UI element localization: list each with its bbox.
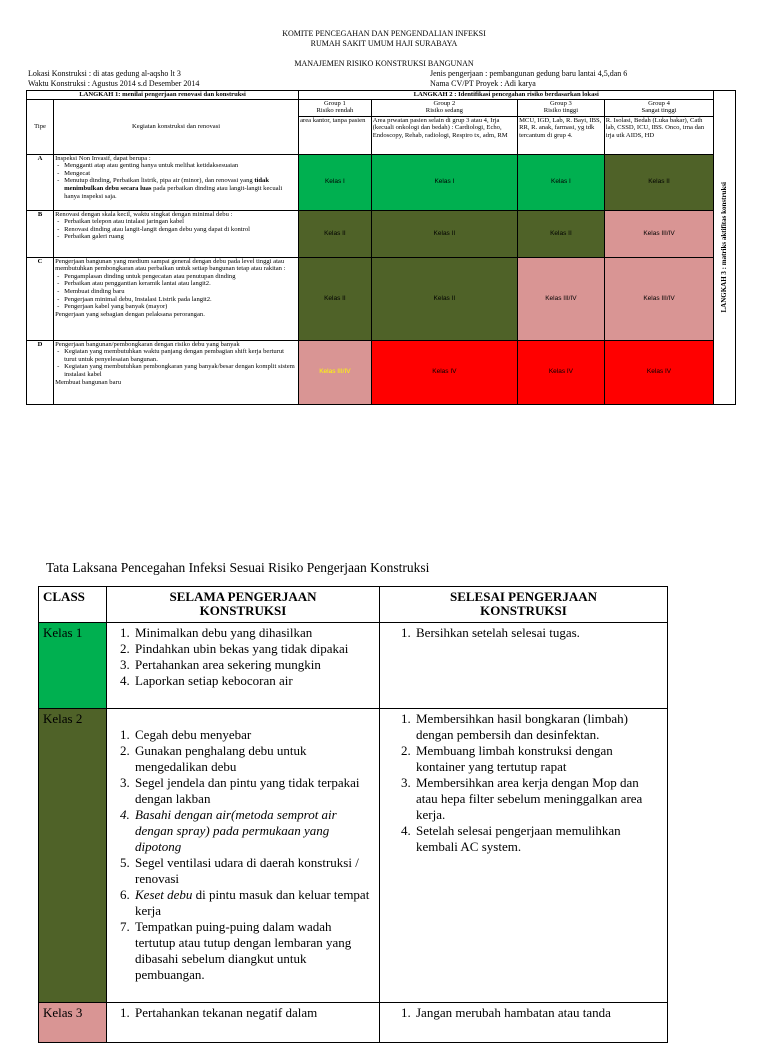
cell-c-group4: Kelas III/IV bbox=[604, 257, 714, 340]
tipe-header: Tipe bbox=[27, 99, 54, 154]
class-kelas-3: Kelas 3 bbox=[39, 1003, 107, 1043]
cell-b-group2: Kelas II bbox=[371, 210, 517, 257]
step1-header: LANGKAH 1: menilai pengerjaan renovasi dan konstruksi bbox=[27, 91, 299, 100]
tipe-b: B bbox=[27, 210, 54, 257]
cell-c-group3: Kelas III/IV bbox=[518, 257, 605, 340]
nama-proyek: Nama CV/PT Proyek : Adi karya bbox=[430, 79, 536, 88]
after-kelas-2: 1. Membersihkan hasil bongkaran (limbah) dengan pembersih dan desinfektan. 2. Membuang limbah konstruksi dengan kontainer yang tertutup rapat 3. Membersihkan area kerja dengan Mop dan atau hepa filter sebelum meninggalkan area kerja. 4. Setelah selesai pengerjaan memulihkan kembali AC system. bbox=[380, 709, 668, 1003]
cell-a-group1: Kelas I bbox=[299, 154, 372, 210]
cell-d-group1: Kelas III/IV bbox=[299, 340, 372, 404]
cell-a-group2: Kelas I bbox=[371, 154, 517, 210]
tipe-d: D bbox=[27, 340, 54, 404]
tipe-a: A bbox=[27, 154, 54, 210]
group-2-header: Group 2 Risiko sedang bbox=[371, 99, 517, 116]
step2-header: LANGKAH 2 : Identifikasi pencegahan risiko berdasarkan lokasi bbox=[299, 91, 714, 100]
procedure-row-kelas-2 bbox=[39, 709, 668, 1003]
matrix-row-d bbox=[27, 340, 736, 404]
cell-b-group3: Kelas II bbox=[518, 210, 605, 257]
group-1-area: area kantor, tanpa pasien bbox=[299, 116, 372, 154]
matrix-row-a bbox=[27, 154, 736, 210]
jenis-pengerjaan: Jenis pengerjaan : pembangunan gedung baru lantai 4,5,dan 6 bbox=[430, 69, 628, 78]
cell-a-group3: Kelas I bbox=[518, 154, 605, 210]
during-kelas-2: 1. Cegah debu menyebar 2. Gunakan penghalang debu untuk mengedalikan debu 3. Segel jendela dan pintu yang tidak terpakai dengan lakban 4. Basahi dengan air(metoda semprot air dengan spray) pada permukaan yang dipotong 5. Segel ventilasi udara di daerah konstruksi / renovasi 6. Keset debu di pintu masuk dan keluar tempat kerja 7. Tempatkan puing-puing dalam wadah tertutup atau tutup dengan lembaran yang dibasahi sebelum diangkut untuk pembuangan. bbox=[107, 709, 380, 1003]
matrix-row-b bbox=[27, 210, 736, 257]
cell-a-group4: Kelas II bbox=[604, 154, 714, 210]
cell-d-group4: Kelas IV bbox=[604, 340, 714, 404]
during-header: SELAMA PENGERJAAN KONSTRUKSI bbox=[107, 587, 380, 623]
procedure-row-kelas-1 bbox=[39, 623, 668, 709]
after-header: SELESAI PENGERJAAN KONSTRUKSI bbox=[380, 587, 668, 623]
during-kelas-1: 1. Minimalkan debu yang dihasilkan 2. Pindahkan ubin bekas yang tidak dipakai 3. Pertahankan area sekering mungkin 4. Laporkan setiap kebocoran air bbox=[107, 623, 380, 709]
group-1-header: Group 1 Risiko rendah bbox=[299, 99, 372, 116]
group-2-area: Area prwatan pasien selain di grup 3 atau 4, Irja (kecuali onkologi dan bedah) : Cardiologi, Echo, Endoscopy, Rehab, radiologi, Respiro tx, adm, RM bbox=[371, 116, 517, 154]
kegiatan-a: Inspeksi Non Invasif, dapat berupa : - Mengganti atap atau genting hanya untuk melihat ketidaksesuaian - Mengecat - Menutup dinding, Perbaikan listrik, pipa air (minor), dan renovasi yang tidak menimbulkan debu secara luas pada perbaikan dinding atau langit-langit kecuali hanya inspeksi saja. bbox=[54, 154, 299, 210]
class-kelas-2: Kelas 2 bbox=[39, 709, 107, 1003]
after-kelas-3: 1. Jangan merubah hambatan atau tanda bbox=[380, 1003, 668, 1043]
cell-c-group1: Kelas II bbox=[299, 257, 372, 340]
cell-b-group4: Kelas III/IV bbox=[604, 210, 714, 257]
document-title: MANAJEMEN RISIKO KONSTRUKSI BANGUNAN bbox=[294, 59, 474, 68]
class-kelas-1: Kelas 1 bbox=[39, 623, 107, 709]
kegiatan-header: Kegiatan konstruksi dan renovasi bbox=[54, 99, 299, 154]
group-4-header: Group 4 Sangat tinggi bbox=[604, 99, 714, 116]
kegiatan-d: Pengerjaan bangunan/pembongkaran dengan risiko debu yang banyak - Kegiatan yang membutuhkan waktu panjang dengan pembagian shift kerja berturut turut untuk penyelesaian bangunan. - Kegiatan yang membutuhkan pembongkaran yang banyak/besar dengan komplit sistem instalasi kabel Membuat bangunan baru bbox=[54, 340, 299, 404]
group-4-area: R. Isolasi, Bedah (Luka bakar), Cath lab, CSSD, ICU, IBS. Onco, irna dan irja utk AIDS, HD bbox=[604, 116, 714, 154]
cell-c-group2: Kelas II bbox=[371, 257, 517, 340]
waktu-konstruksi: Waktu Konstruksi : Agustus 2014 s.d Desember 2014 bbox=[28, 79, 200, 88]
procedure-table bbox=[38, 586, 668, 1043]
kegiatan-b: Renovasi dengan skala kecil, waktu singkat dengan minimal debu : - Perbaikan telepon atau intalasi jaringan kabel - Renovasi dinding atau langit-langit dengan debu yang dapat di kontrol - Perbaikan galeri ruang bbox=[54, 210, 299, 257]
risk-matrix-table bbox=[26, 90, 736, 405]
tipe-c: C bbox=[27, 257, 54, 340]
lokasi-konstruksi: Lokasi Konstruksi : di atas gedung al-aqsho lt 3 bbox=[28, 69, 181, 78]
cell-d-group3: Kelas IV bbox=[518, 340, 605, 404]
after-kelas-1: 1. Bersihkan setelah selesai tugas. bbox=[380, 623, 668, 709]
procedure-row-kelas-3 bbox=[39, 1003, 668, 1043]
cell-b-group1: Kelas II bbox=[299, 210, 372, 257]
group-3-area: MCU, IGD, Lab, R. Bayi, IBS, RR, R. anak, farmasi, yg tdk tercantum di grup 4. bbox=[518, 116, 605, 154]
kegiatan-c: Pengerjaan bangunan yang medium sampai general dengan debu pada level tinggi atau membutuhkan pembongkaran atau perbaikan untuk setiap bangunan tetap atau rakitan : - Pengamplasan dinding untuk pengecatan atau penutupan dinding - Perbaikan atau penggantian keramik lantai atau langit2. - Membuat dinding baru - Pengerjaan minimal debu, Instalasi Listrik pada langit2. - Pengerjaan kabel yang banyak (mayor) Pengerjaan yang sebagian dengan pelaksana perorangan. bbox=[54, 257, 299, 340]
cell-d-group2: Kelas IV bbox=[371, 340, 517, 404]
hospital-name: RUMAH SAKIT UMUM HAJI SURABAYA bbox=[310, 39, 458, 48]
class-header: CLASS bbox=[39, 587, 107, 623]
step3-header: LANGKAH 3 : matriks aktifitas konstruksi bbox=[714, 91, 736, 405]
matrix-row-c bbox=[27, 257, 736, 340]
committee-title: KOMITE PENCEGAHAN DAN PENGENDALIAN INFEKSI bbox=[282, 29, 486, 38]
procedure-title: Tata Laksana Pencegahan Infeksi Sesuai Risiko Pengerjaan Konstruksi bbox=[46, 560, 430, 575]
group-3-header: Group 3 Risiko tinggi bbox=[518, 99, 605, 116]
during-kelas-3: 1. Pertahankan tekanan negatif dalam bbox=[107, 1003, 380, 1043]
